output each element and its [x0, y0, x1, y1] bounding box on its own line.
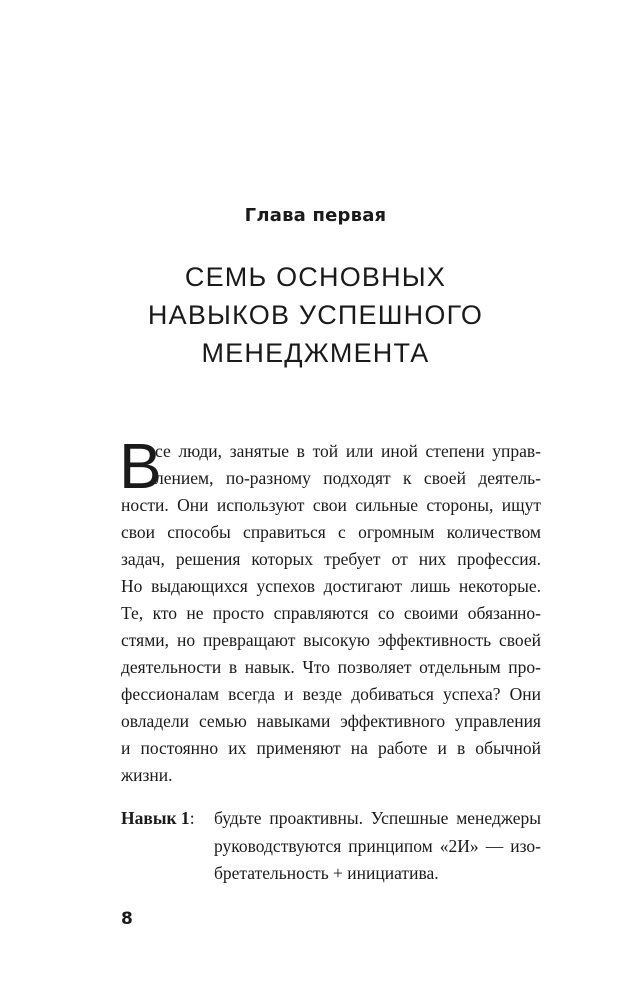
chapter-label: Глава первая	[244, 205, 387, 226]
paragraph-line: фессионалам всегда и везде добиваться успеха? Они	[121, 684, 541, 704]
paragraph-line: деятельности в навык. Что позволяет отдельным про-	[121, 657, 541, 677]
drop-cap: В	[119, 430, 162, 502]
paragraph-line: лением, по-разному подходят к своей деятель-	[155, 468, 541, 488]
paragraph-line: и постоянно их применяют на работе и в обычной	[121, 738, 541, 758]
skill-description-line: будьте проактивны. Успешные менеджеры	[214, 808, 541, 828]
skill-description	[214, 805, 541, 888]
chapter-title	[0, 258, 631, 372]
chapter-title-line: НАВЫКОВ УСПЕШНОГО	[147, 300, 484, 330]
skill-label	[121, 805, 195, 833]
skill-label-text: Навык 1	[121, 808, 190, 828]
paragraph-line: стями, но превращают высокую эффективность своей	[121, 630, 541, 650]
paragraph-line: се люди, занятые в той или иной степени управ-	[155, 441, 541, 461]
chapter-title-line: МЕНЕДЖМЕНТА	[201, 338, 430, 368]
paragraph-line: свои способы справиться с огромным количеством	[121, 522, 541, 542]
paragraph-line: задач, решения которых требует от них профессия.	[121, 549, 541, 569]
skill-description-line: руководствуются принципом «2И» — изо-	[214, 835, 541, 856]
paragraph-line: Те, кто не просто справляются со своими обязанно-	[121, 603, 541, 623]
paragraph-line: Но выдающихся успехов достигают лишь некоторые.	[121, 576, 541, 596]
page-number: 8	[121, 909, 133, 929]
paragraph-line: ности. Они используют свои сильные стороны, ищут	[121, 495, 541, 515]
chapter-title-line: СЕМЬ ОСНОВНЫХ	[184, 262, 447, 292]
intro-paragraph	[119, 430, 541, 789]
skill-label-separator: :	[189, 808, 195, 828]
paragraph-line: овладели семью навыками эффективного управления	[121, 711, 541, 731]
skill-description-line: бретательность + инициатива.	[214, 863, 439, 883]
paragraph-line: жизни.	[121, 765, 173, 785]
